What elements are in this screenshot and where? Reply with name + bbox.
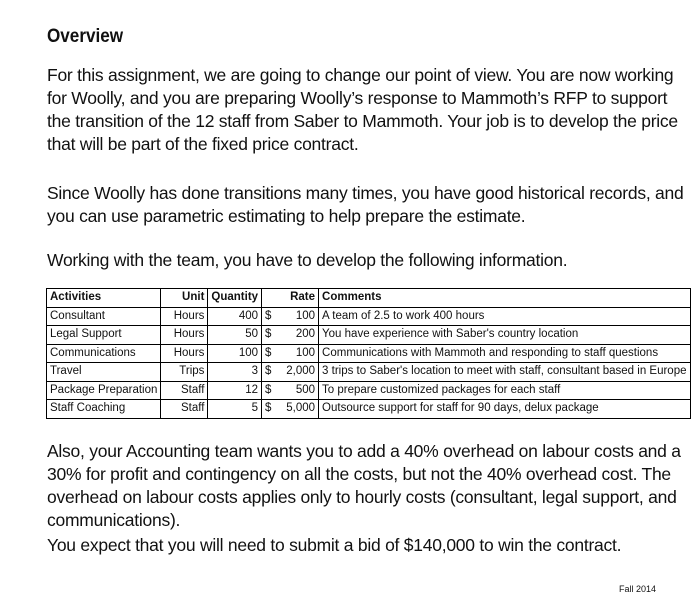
estimate-table [46,288,691,419]
unit-cell: Hours [161,344,208,363]
rate-cell [262,326,319,345]
currency-symbol: $ [265,346,272,359]
unit-cell: Trips [161,363,208,382]
paragraph-overhead: Also, your Accounting team wants you to add a 40% overhead on labour costs and a 30% for profit and contingency on all the costs, but not the 40% overhead cost. The overhead on labour costs applies only to hourly costs (consultant, legal support, and communications). [47,441,681,530]
header-activities: Activities [47,289,161,308]
quantity-cell: 400 [208,307,262,326]
comment-cell: Outsource support for staff for 90 days, delux package [319,400,690,419]
header-comments: Comments [319,289,690,308]
header-rate: Rate [262,289,319,308]
quantity-cell: 100 [208,344,262,363]
rate-value: 500 [295,383,316,396]
quantity-cell: 5 [208,400,262,419]
currency-symbol: $ [265,328,272,340]
unit-cell: Hours [161,326,208,345]
table-row [47,363,691,382]
table-header-row [47,289,691,308]
table-row [47,400,691,419]
paragraph-intro: For this assignment, we are going to change our point of view. You are now working for Woolly, and you are preparing Woolly’s response to Mammoth’s RFP to support the transition of the 12 staff from Saber to Mammoth. Your job is to develop the price that will be part of the fixed price contract. [47,65,678,154]
rate-cell [262,363,319,382]
comment-cell: To prepare customized packages for each staff [319,381,690,400]
currency-symbol: $ [265,309,272,322]
rate-cell [262,344,319,363]
activity-cell: Staff Coaching [47,400,161,419]
table-row [47,326,691,345]
activity-cell: Legal Support [47,326,161,345]
quantity-cell: 12 [208,381,262,400]
comment-cell: Communications with Mammoth and responding to staff questions [319,344,690,363]
paragraph-historical-records: Since Woolly has done transitions many times, you have good historical records, and you can use parametric estimating to help prepare the estimate. [47,183,684,226]
rate-value: 2,000 [286,365,316,377]
table-row [47,307,691,326]
header-unit: Unit [161,289,208,308]
paragraph-working-with-team: Working with the team, you have to develop the following information. [47,250,568,270]
activity-cell: Travel [47,363,161,382]
currency-symbol: $ [265,383,272,396]
rate-value: 5,000 [286,402,316,414]
currency-symbol: $ [265,402,272,414]
currency-symbol: $ [265,365,272,377]
footer-date: Fall 2014 [618,584,656,594]
unit-cell: Staff [161,400,208,419]
rate-cell [262,400,319,419]
paragraph-bid: You expect that you will need to submit a bid of $140,000 to win the contract. [47,535,622,555]
header-quantity: Quantity [208,289,262,308]
table-row [47,344,691,363]
rate-cell [262,381,319,400]
unit-cell: Hours [161,307,208,326]
rate-value: 200 [295,328,316,340]
rate-cell [262,307,319,326]
comment-cell: A team of 2.5 to work 400 hours [319,307,690,326]
activity-cell: Communications [47,344,161,363]
comment-cell: 3 trips to Saber's location to meet with staff, consultant based in Europe [319,363,690,382]
comment-cell: You have experience with Saber's country location [319,326,690,345]
activity-cell: Consultant [47,307,161,326]
rate-value: 100 [295,346,316,359]
table-row [47,381,691,400]
page-title: Overview [47,26,124,47]
activity-cell: Package Preparation [47,381,161,400]
rate-value: 100 [295,309,316,322]
quantity-cell: 3 [208,363,262,382]
unit-cell: Staff [161,381,208,400]
quantity-cell: 50 [208,326,262,345]
